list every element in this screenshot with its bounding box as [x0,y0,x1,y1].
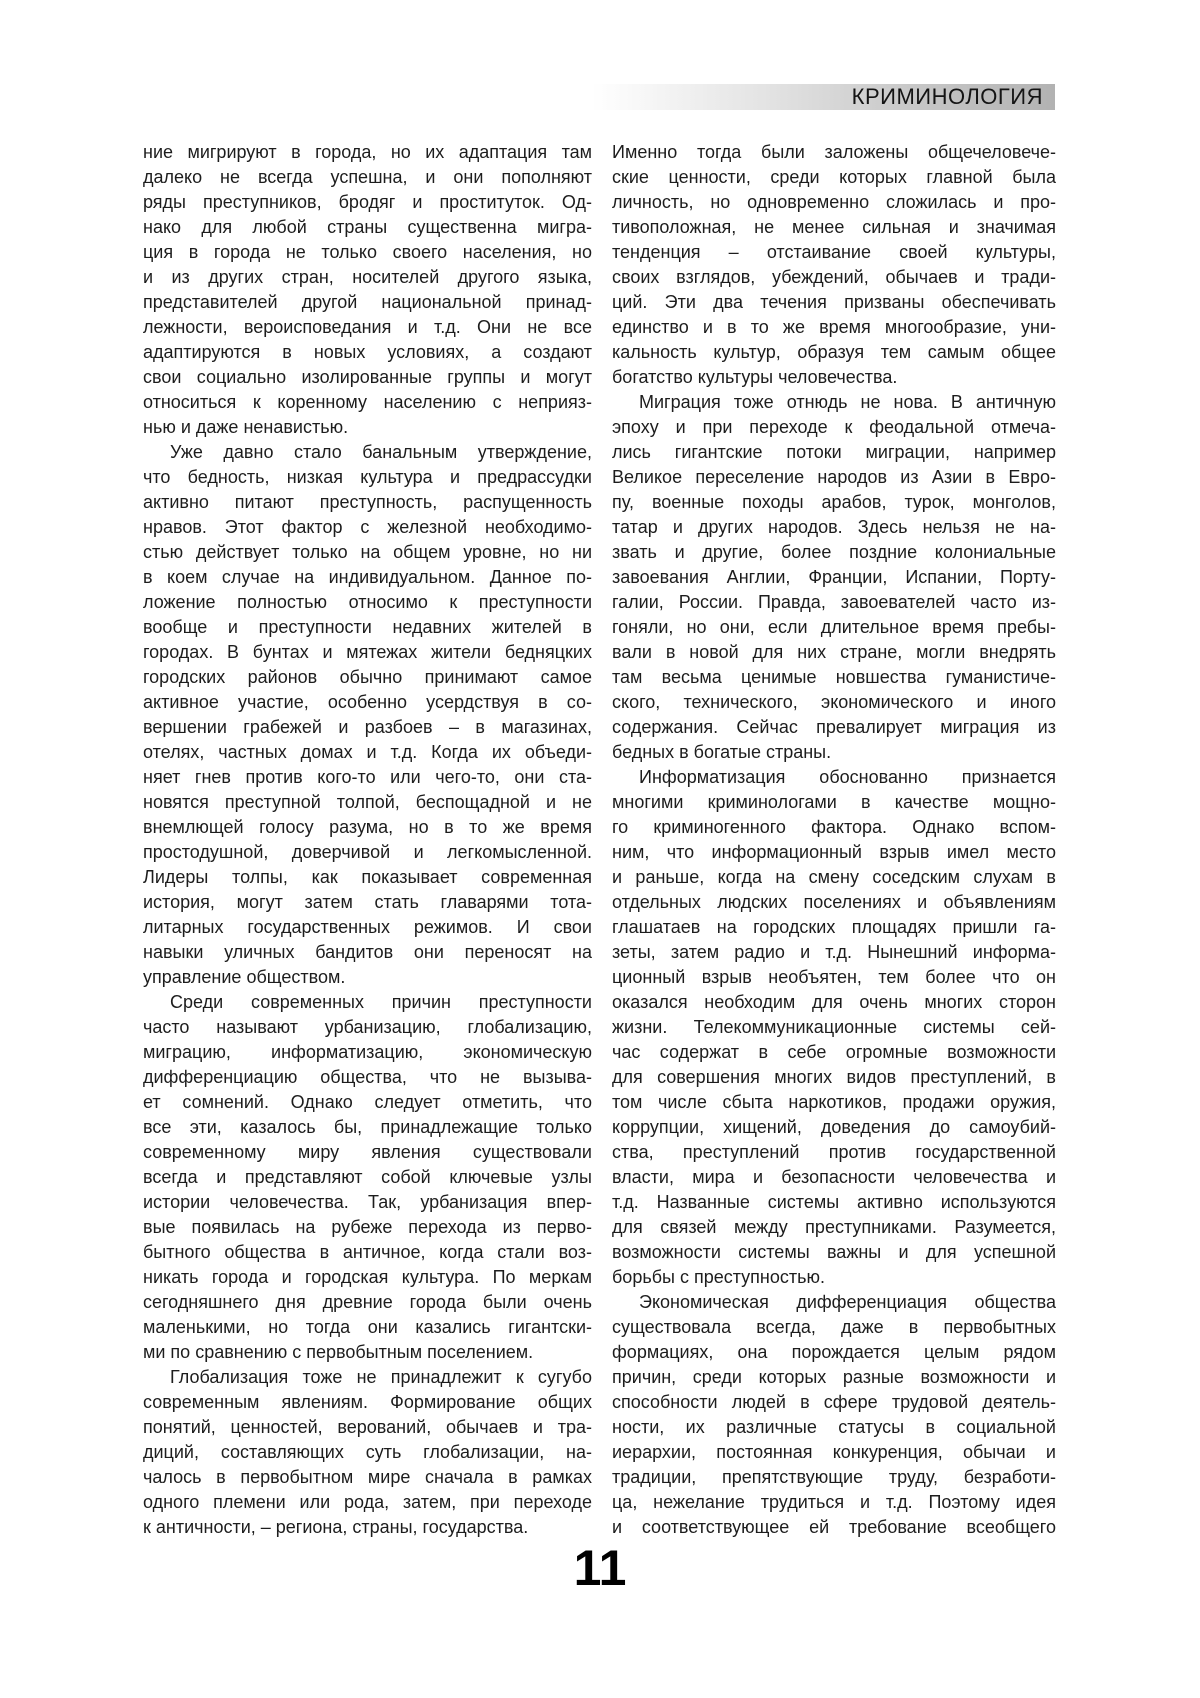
text-line: Информатизация обоснованно признается [639,767,1056,787]
text-line: бытного общества в античное, когда стали воз- [143,1242,592,1262]
text-line: ского, технического, экономического и иного [612,692,1056,712]
text-line: диций, составляющих суть глобализации, на- [143,1442,592,1462]
text-line: там весьма ценимые новшества гуманистиче- [612,667,1056,687]
text-line: содержания. Сейчас превалирует миграция из [612,717,1056,737]
text-line: все эти, казалось бы, принадлежащие только [143,1117,592,1137]
text-line: эпоху и при переходе к феодальной отмеча- [612,417,1056,437]
text-line: тенденция – отстаивание своей культуры, [612,242,1056,262]
text-line: жизни. Телекоммуникационные системы сей- [612,1017,1056,1037]
section-header-label: КРИМИНОЛОГИЯ [851,84,1043,109]
text-line: простодушной, доверчивой и легкомысленной. [143,842,592,862]
text-line: глашатаев на городских площадях пришли га- [612,917,1056,937]
text-line: нравов. Этот фактор с железной необходимо- [143,517,592,537]
text-column-right [612,140,1056,1540]
text-line: истории человечества. Так, урбанизация впер- [143,1192,592,1212]
text-line: чалось в первобытном мире сначала в рамках [143,1467,592,1487]
text-line: причин, среди которых разные возможности и [612,1367,1056,1387]
text-line: многими криминологами в качестве мощно- [612,792,1056,812]
text-line: маленькими, но тогда они казались гигантски- [143,1317,592,1337]
text-line: миграцию, информатизацию, экономическую [143,1042,592,1062]
text-line: ций. Эти два течения призваны обеспечивать [612,292,1056,312]
text-line: т.д. Названные системы активно используются [612,1192,1056,1212]
text-line: борьбы с преступностью. [612,1267,825,1287]
text-line: часто называют урбанизацию, глобализацию, [143,1017,592,1037]
text-line: представителей другой национальной принад- [143,292,592,312]
text-line: вообще и преступности недавних жителей в [143,617,592,637]
text-line: сегодняшнего дня древние города были очень [143,1292,592,1312]
text-line: гоняли, но они, если длительное время пребы- [612,617,1056,637]
text-line: Уже давно стало банальным утверждение, [170,442,592,462]
text-line: отдельных людских поселениях и объявлениям [612,892,1056,912]
text-line: вершении грабежей и разбоев – в магазинах, [143,717,592,737]
page-number: 11 [573,1540,627,1596]
text-line: современному миру явления существовали [143,1142,592,1162]
text-line: традиции, препятствующие труду, безработи- [612,1467,1056,1487]
text-line: далеко не всегда успешна, и они пополняют [143,167,592,187]
text-line: в коем случае на индивидуальном. Данное по- [143,567,592,587]
text-line: управление обществом. [143,967,346,987]
text-line: лись гигантские потоки миграции, например [612,442,1056,462]
text-line: Великое переселение народов из Азии в Евро- [612,467,1056,487]
text-line: отелях, частных домах и т.д. Когда их объеди- [143,742,592,762]
text-line: богатство культуры человечества. [612,367,898,387]
text-line: и раньше, когда на смену соседским слухам в [612,867,1056,887]
text-line: лежности, вероисповедания и т.д. Они не все [143,317,592,337]
text-line: литарных государственных режимов. И свои [143,917,592,937]
text-line: ложение полностью относимо к преступности [143,592,592,612]
text-line: своих взглядов, убеждений, обычаев и тради- [612,267,1056,287]
text-line: Лидеры толпы, как показывает современная [143,867,592,887]
text-line: ционный взрыв необъятен, тем более что он [612,967,1056,987]
text-line: кальность культур, образуя тем самым общее [612,342,1056,362]
text-line: единство и в то же время многообразие, уни- [612,317,1056,337]
text-line: Экономическая дифференциация общества [639,1292,1056,1312]
text-line: адаптируются в новых условиях, а создают [143,342,592,362]
text-line: завоевания Англии, Франции, Испании, Порту- [612,567,1056,587]
text-line: том числе сбыта наркотиков, продажи оружия, [612,1092,1056,1112]
text-line: го криминогенного фактора. Однако вспом- [612,817,1056,837]
text-column-left [143,140,592,1540]
text-line: формациях, она порождается целым рядом [612,1342,1056,1362]
text-line: история, могут затем стать главарями тота- [143,892,592,912]
text-line: одного племени или рода, затем, при переходе [143,1492,592,1512]
text-line: городских районов обычно принимают самое [143,667,592,687]
text-line: что бедность, низкая культура и предрассудки [143,467,592,487]
text-line: ми по сравнению с первобытным поселением. [143,1342,534,1362]
text-line: активное участие, особенно усердствуя в со- [143,692,592,712]
text-line: власти, мира и безопасности человечества и [612,1167,1056,1187]
text-line: ет сомнений. Однако следует отметить, что [143,1092,592,1112]
text-line: вали в новой для них стране, могли внедрять [612,642,1056,662]
text-line: ства, преступлений против государственной [612,1142,1056,1162]
text-line: ряды преступников, бродяг и проституток. Од- [143,192,592,212]
text-line: бедных в богатые страны. [612,742,832,762]
text-line: няет гнев против кого-то или чего-то, они ста- [143,767,592,787]
text-line: иерархии, постоянная конкуренция, обычаи и [612,1442,1056,1462]
text-line: городах. В бунтах и мятежах жители бедняцких [143,642,592,662]
text-line: звать и другие, более поздние колониальные [612,542,1056,562]
text-line: для совершения многих видов преступлений, в [612,1067,1056,1087]
text-line: личность, но одновременно сложилась и про- [612,192,1056,212]
text-line: Именно тогда были заложены общечеловече- [612,142,1056,162]
text-line: ца, нежелание трудиться и т.д. Поэтому идея [612,1492,1056,1512]
text-line: навыки уличных бандитов они переносят на [143,942,592,962]
text-line: существовала всегда, даже в первобытных [612,1317,1056,1337]
text-line: галии, России. Правда, завоевателей часто из- [612,592,1056,612]
text-line: ние мигрируют в города, но их адаптация там [143,142,592,162]
text-line: способности людей в сфере трудовой деятель- [612,1392,1056,1412]
text-line: татар и других народов. Здесь нельзя не на- [612,517,1056,537]
text-line: оказался необходим для очень многих сторон [612,992,1056,1012]
text-line: ция в города не только своего населения, но [143,242,592,262]
text-line: и из других стран, носителей другого языка, [143,267,592,287]
text-line: коррупции, хищений, доведения до самоубий- [612,1117,1056,1137]
text-line: Глобализация тоже не принадлежит к сугубо [170,1367,592,1387]
text-line: понятий, ценностей, верований, обычаев и тра- [143,1417,592,1437]
text-line: час содержат в себе огромные возможности [612,1042,1056,1062]
text-line: тивоположная, не менее сильная и значимая [612,217,1056,237]
text-line: вые появилась на рубеже перехода из перво- [143,1217,592,1237]
text-line: Среди современных причин преступности [170,992,592,1012]
text-line: внемлющей голосу разума, но в то же время [143,817,592,837]
text-line: нако для любой страны существенна мигра- [143,217,592,237]
text-line: Миграция тоже отнюдь не нова. В античную [639,392,1056,412]
text-line: к античности, – региона, страны, государства. [143,1517,529,1537]
text-line: для связей между преступниками. Разумеется, [612,1217,1056,1237]
text-line: дифференциацию общества, что не вызыва- [143,1067,592,1087]
text-line: активно питают преступность, распущенность [143,492,592,512]
text-line: ности, их различные статусы в социальной [612,1417,1056,1437]
text-line: стью действует только на общем уровне, но ни [143,542,592,562]
section-header-bar [592,84,1055,110]
text-line: пу, военные походы арабов, турок, монголов, [612,492,1056,512]
text-line: зеты, затем радио и т.д. Нынешний информа- [612,942,1056,962]
text-line: новятся преступной толпой, беспощадной и не [143,792,592,812]
text-line: относиться к коренному населению с неприяз- [143,392,592,412]
text-line: нью и даже ненавистью. [143,417,349,437]
text-line: свои социально изолированные группы и могут [143,367,592,387]
text-line: ним, что информационный взрыв имел место [612,842,1056,862]
text-line: и соответствующее ей требование всеобщего [612,1517,1056,1537]
text-line: современным явлениям. Формирование общих [143,1392,592,1412]
text-line: никать города и городская культура. По меркам [143,1267,592,1287]
text-line: возможности системы важны и для успешной [612,1242,1056,1262]
text-line: всегда и представляют собой ключевые узлы [143,1167,592,1187]
text-line: ские ценности, среди которых главной была [612,167,1056,187]
